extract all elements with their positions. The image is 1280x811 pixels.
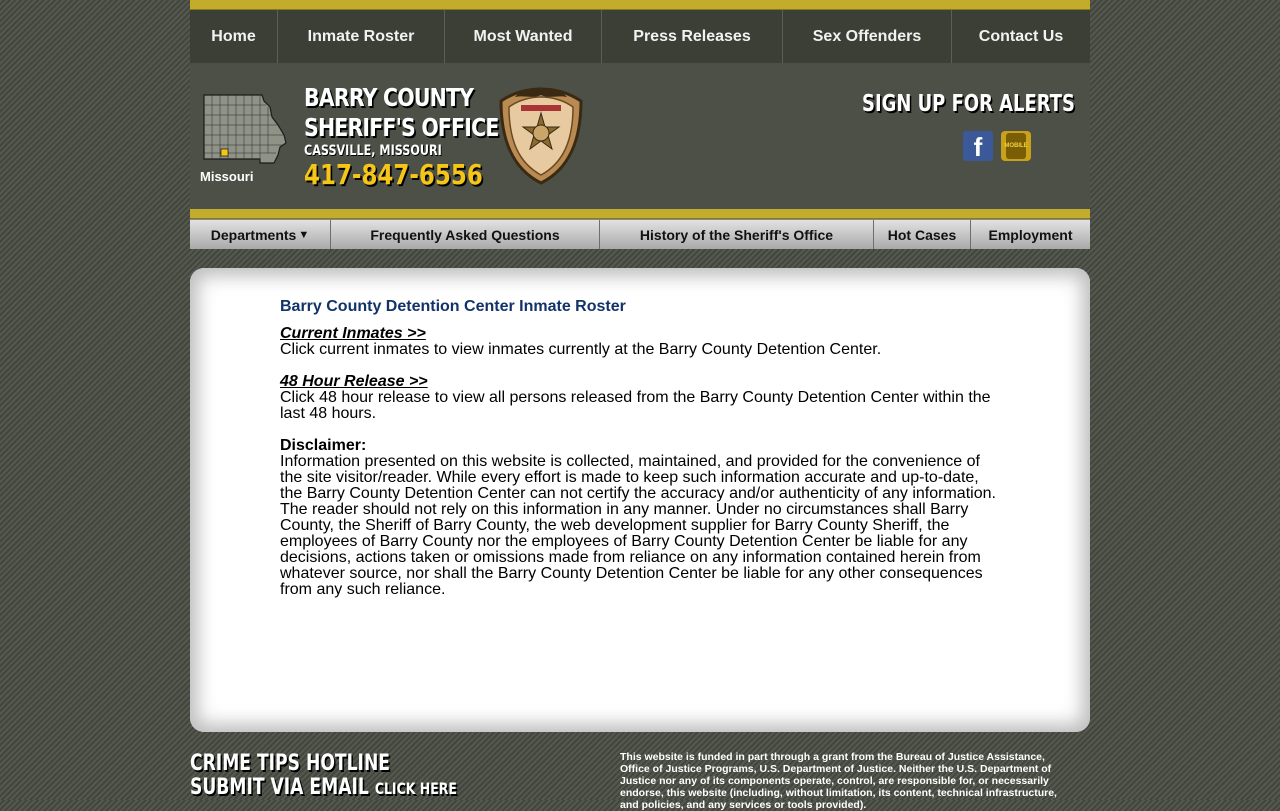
release-text: Click 48 hour release to view all persons released from the Barry County Detention Center within the last 48 hours.: [280, 389, 991, 422]
mobile-label: MOBILE: [1006, 133, 1026, 159]
hotline-title: CRIME TIPS HOTLINE: [190, 751, 391, 776]
top-gold-bar: [190, 0, 1090, 10]
subnav-faq[interactable]: Frequently Asked Questions: [331, 220, 600, 249]
phone-number[interactable]: 417-847-6556: [304, 158, 483, 191]
sign-up-alerts[interactable]: SIGN UP FOR ALERTS: [862, 91, 1075, 117]
top-nav: [190, 10, 1090, 63]
release-section: [280, 374, 1000, 422]
disclaimer-text: Information presented on this website is collected, maintained, and provided for the convenience of the site visitor/reader. While every effort is made to keep such information accurate and up-to-date, the Barry County Detention Center can not certify the accuracy and/or authenticity of any information. The reader should not rely on this information in any manner. Under no circumstances shall Barry County, the Sheriff of Barry County, the web development supplier for Barry County Sheriff, the employees of Barry County nor the employees of Barry County Detention Center be liable for any decisions, actions taken or omissions made from reliance on any information contained herein from whatever source, nor shall the Barry County Detention Center be liable for any other consequences from any such reliance.: [280, 453, 996, 598]
missouri-label: Missouri: [200, 169, 254, 184]
current-inmates-link[interactable]: Current Inmates >>: [280, 325, 426, 342]
disclaimer-section: [280, 438, 1000, 598]
nav-contact-us[interactable]: Contact Us: [978, 27, 1064, 45]
sub-nav: [190, 219, 1090, 249]
departments-label: Departments: [210, 226, 297, 243]
subnav-departments[interactable]: [190, 220, 331, 249]
facebook-glyph: f: [973, 132, 983, 161]
site-header: [190, 63, 1090, 209]
page-title: Barry County Detention Center Inmate Roster: [280, 298, 626, 315]
nav-press-releases[interactable]: Press Releases: [602, 10, 783, 63]
chevron-down-icon: ▼: [298, 228, 310, 241]
48-hour-release-link[interactable]: 48 Hour Release >>: [280, 373, 428, 390]
social-links: [963, 131, 1031, 161]
subnav-hot-cases[interactable]: Hot Cases: [874, 220, 971, 249]
sheriff-title-line1: BARRY COUNTY: [304, 83, 474, 112]
current-inmates-section: [280, 326, 1000, 358]
submit-email-line: [190, 776, 457, 801]
content-inner: [280, 298, 1000, 614]
subnav-history[interactable]: History of the Sheriff's Office: [600, 220, 874, 249]
nav-inmate-roster[interactable]: Inmate Roster: [278, 10, 445, 63]
sheriff-title-line2: SHERIFF'S OFFICE: [304, 113, 499, 142]
facebook-icon[interactable]: [963, 131, 993, 161]
crime-tips-hotline: [190, 752, 532, 801]
city-label: CASSVILLE, MISSOURI: [304, 143, 442, 159]
nav-home[interactable]: Home: [190, 10, 278, 63]
disclaimer-label: Disclaimer:: [280, 437, 367, 454]
submit-email-label: SUBMIT VIA EMAIL: [190, 775, 369, 800]
mid-gold-bar: [190, 209, 1090, 219]
nav-sex-offenders[interactable]: Sex Offenders: [783, 10, 952, 63]
content-panel: [190, 268, 1090, 732]
sheriff-badge-icon: [495, 83, 587, 187]
mobile-alerts-icon[interactable]: [1001, 131, 1031, 161]
missouri-map-icon: [200, 91, 290, 171]
click-here-link[interactable]: CLICK HERE: [374, 779, 457, 798]
current-inmates-text: Click current inmates to view inmates currently at the Barry County Detention Center.: [280, 341, 882, 358]
subnav-employment[interactable]: Employment: [988, 226, 1073, 243]
funding-notice: This website is funded in part through a grant from the Bureau of Justice Assistance, Office of Justice Programs, U.S. Department of Justice. Neither the U.S. Department of Justice nor any of its components operate, control, are responsible for, or necessarily endorse, this website (including, without limitation, its content, technical infrastructure, and policies, and any services or tools provided).: [620, 751, 1057, 811]
nav-most-wanted[interactable]: Most Wanted: [445, 10, 602, 63]
